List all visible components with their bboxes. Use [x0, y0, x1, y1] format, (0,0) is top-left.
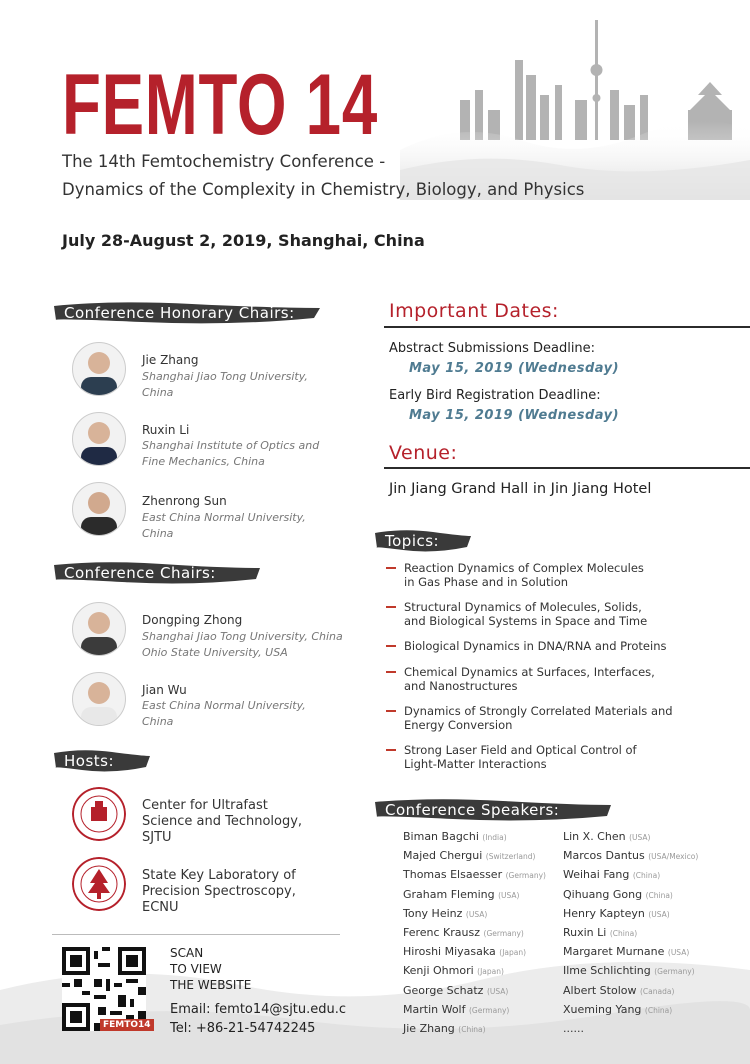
topic-item [386, 704, 706, 732]
topic-line: Structural Dynamics of Molecules, Solids, [404, 600, 642, 614]
conference-subtitle-line1: The 14th Femtochemistry Conference - [62, 152, 386, 171]
person-affiliation: East China Normal University, [142, 511, 306, 524]
speaker-country: (USA) [629, 833, 651, 842]
host-name: Science and Technology, [142, 814, 303, 829]
dash-bullet-icon [386, 710, 396, 712]
person-name: Zhenrong Sun [142, 494, 227, 508]
conference-chairs-heading-text: Conference Chairs: [64, 564, 216, 582]
speaker-name: Kenji Ohmori [403, 964, 474, 978]
email-link[interactable]: femto14@sjtu.edu.c [214, 1002, 347, 1017]
speaker-entry [403, 1003, 509, 1016]
person-affiliation: China [142, 527, 174, 540]
speaker-name: Qihuang Gong [563, 887, 643, 901]
topic-line: Biological Dynamics in DNA/RNA and Proteins [404, 639, 667, 653]
speaker-name: Majed Chergui [403, 849, 483, 863]
speaker-name: Albert Stolow [563, 983, 637, 997]
person-name: Dongping Zhong [142, 613, 243, 627]
early-bird-deadline-date: May 15, 2019 (Wednesday) [409, 408, 620, 423]
email-label: Email: [170, 1002, 211, 1017]
speaker-country: (Germany) [505, 871, 546, 881]
abstract-deadline-date: May 15, 2019 (Wednesday) [409, 361, 620, 376]
speaker-entry [403, 964, 504, 977]
speaker-country: (Japan) [499, 948, 527, 958]
avatar [72, 672, 126, 726]
person-affiliation: China [142, 386, 174, 399]
speaker-entry [563, 945, 689, 958]
topic-line: and Biological Systems in Space and Time [404, 614, 648, 628]
conference-subtitle-line2: Dynamics of the Complexity in Chemistry, Biology, and Physics [62, 180, 585, 199]
speaker-entry [403, 888, 519, 901]
topic-line: Strong Laser Field and Optical Control of [404, 743, 637, 757]
topics-heading-text: Topics: [385, 532, 440, 550]
speaker-country: (China) [458, 1025, 486, 1034]
speaker-country: (Japan) [477, 967, 504, 977]
person-affiliation: Fine Mechanics, China [142, 455, 265, 468]
speaker-name: Weihai Fang [563, 868, 630, 882]
speaker-country: (China) [609, 929, 638, 938]
speaker-name: Martin Wolf [403, 1002, 466, 1016]
important-dates-heading: Important Dates: [389, 300, 559, 322]
speaker-country: (USA) [648, 909, 670, 919]
speaker-country: (India) [482, 833, 507, 842]
speaker-entry [563, 984, 674, 997]
host-name: State Key Laboratory of [142, 868, 296, 883]
topic-line: Light-Matter Interactions [404, 757, 547, 771]
topics-heading [373, 528, 473, 554]
conference-chairs-heading [52, 560, 262, 586]
speaker-country: (USA) [667, 948, 690, 958]
host-name: Center for Ultrafast [142, 798, 268, 813]
speaker-country: (USA) [486, 986, 509, 996]
person-affiliation: Shanghai Jiao Tong University, China [142, 630, 343, 643]
speaker-entry [403, 945, 526, 958]
speaker-name: Jie Zhang [403, 1022, 455, 1035]
honorary-chairs-heading [52, 300, 322, 326]
speaker-name: Biman Bagchi [403, 830, 479, 843]
topic-line: and Nanostructures [404, 679, 518, 693]
host-name: ECNU [142, 900, 179, 915]
speaker-country: (Canada) [639, 986, 675, 996]
topic-line: Dynamics of Strongly Correlated Materials and [404, 704, 673, 718]
topic-item [386, 639, 706, 653]
ecnu-seal-logo [72, 857, 126, 911]
email-line [170, 1002, 346, 1017]
speaker-name: Margaret Murnane [563, 945, 665, 959]
person-name: Jie Zhang [142, 353, 199, 367]
speaker-name: Marcos Dantus [563, 849, 645, 863]
speaker-name: Ruxin Li [563, 926, 607, 939]
hosts-heading-text: Hosts: [64, 752, 115, 770]
avatar [72, 482, 126, 536]
tel-number[interactable]: +86-21-54742245 [195, 1021, 316, 1036]
sjtu-seal-logo [72, 787, 126, 841]
speaker-name: Thomas Elsaesser [403, 868, 503, 882]
speaker-country: (USA) [465, 909, 488, 919]
speaker-entry [563, 964, 695, 977]
avatar [72, 342, 126, 396]
person-affiliation: Ohio State University, USA [142, 646, 288, 659]
early-bird-deadline-label: Early Bird Registration Deadline: [389, 388, 601, 403]
speaker-entry [563, 1022, 584, 1035]
dash-bullet-icon [386, 749, 396, 751]
speaker-country: (USA) [498, 890, 520, 900]
speaker-entry [403, 926, 524, 939]
speaker-entry [403, 868, 546, 881]
speaker-country: (Switzerland) [485, 852, 536, 862]
venue-heading: Venue: [389, 442, 458, 464]
topic-item [386, 743, 706, 771]
divider [384, 326, 750, 328]
conference-title: FEMTO 14 [62, 57, 378, 153]
topic-item [386, 600, 706, 628]
speaker-entry [563, 830, 650, 843]
avatar [72, 412, 126, 466]
speaker-name: Graham Fleming [403, 887, 495, 901]
speaker-country: (China) [632, 871, 661, 881]
speaker-name: Xueming Yang [563, 1002, 642, 1016]
speaker-entry [563, 1003, 672, 1016]
topic-line: in Gas Phase and in Solution [404, 575, 569, 589]
speaker-entry [403, 830, 507, 843]
scan-text: THE WEBSITE [170, 978, 252, 992]
person-affiliation: China [142, 715, 174, 728]
speaker-name: ...... [563, 1022, 584, 1035]
divider [384, 467, 750, 469]
host-name: Precision Spectroscopy, [142, 884, 296, 899]
speaker-entry [403, 849, 535, 862]
speaker-entry [563, 849, 698, 862]
topic-line: Reaction Dynamics of Complex Molecules [404, 561, 644, 575]
speaker-country: (Germany) [468, 1005, 510, 1015]
speaker-name: Henry Kapteyn [563, 906, 645, 920]
dash-bullet-icon [386, 645, 396, 647]
speaker-country: (China) [645, 890, 673, 900]
host-name: SJTU [142, 830, 172, 845]
dash-bullet-icon [386, 606, 396, 608]
person-name: Jian Wu [142, 683, 187, 697]
person-name: Ruxin Li [142, 423, 190, 437]
speaker-entry [563, 888, 673, 901]
speaker-name: Ilme Schlichting [563, 964, 651, 978]
hosts-heading [52, 748, 152, 774]
person-affiliation: Shanghai Institute of Optics and [142, 439, 320, 452]
avatar [72, 602, 126, 656]
dash-bullet-icon [386, 671, 396, 673]
speakers-heading-text: Conference Speakers: [385, 801, 560, 819]
speaker-entry [563, 926, 637, 939]
topic-line: Chemical Dynamics at Surfaces, Interfaces, [404, 665, 655, 679]
topic-line: Energy Conversion [404, 718, 513, 732]
speaker-country: (China) [644, 1005, 673, 1015]
scan-text: TO VIEW [170, 962, 222, 976]
speaker-country: (Germany) [654, 967, 695, 977]
speaker-entry [403, 984, 508, 997]
tel-line [170, 1021, 315, 1036]
speaker-entry [403, 1022, 486, 1035]
person-affiliation: East China Normal University, [142, 699, 306, 712]
speakers-heading [373, 797, 613, 823]
tel-label: Tel: [170, 1021, 192, 1036]
conference-dates-location: July 28-August 2, 2019, Shanghai, China [62, 231, 425, 250]
honorary-chairs-heading-text: Conference Honorary Chairs: [64, 304, 295, 322]
speaker-entry [563, 907, 670, 920]
topic-item [386, 665, 706, 693]
abstract-deadline-label: Abstract Submissions Deadline: [389, 341, 596, 356]
speaker-name: Ferenc Krausz [403, 926, 481, 939]
speaker-name: Hiroshi Miyasaka [403, 945, 496, 959]
speaker-name: Lin X. Chen [563, 830, 626, 843]
speaker-country: (Germany) [483, 929, 524, 938]
dash-bullet-icon [386, 567, 396, 569]
speaker-entry [563, 868, 660, 881]
shanghai-skyline-illustration [400, 0, 750, 200]
topic-item [386, 561, 706, 589]
speaker-name: Tony Heinz [403, 906, 463, 920]
speaker-entry [403, 907, 487, 920]
venue-text: Jin Jiang Grand Hall in Jin Jiang Hotel [389, 481, 652, 497]
speaker-country: (USA/Mexico) [648, 852, 699, 862]
scan-text: SCAN [170, 946, 204, 960]
speaker-name: George Schatz [403, 983, 484, 997]
person-affiliation: Shanghai Jiao Tong University, [142, 370, 308, 383]
qr-tag: FEMTO14 [100, 1019, 154, 1031]
